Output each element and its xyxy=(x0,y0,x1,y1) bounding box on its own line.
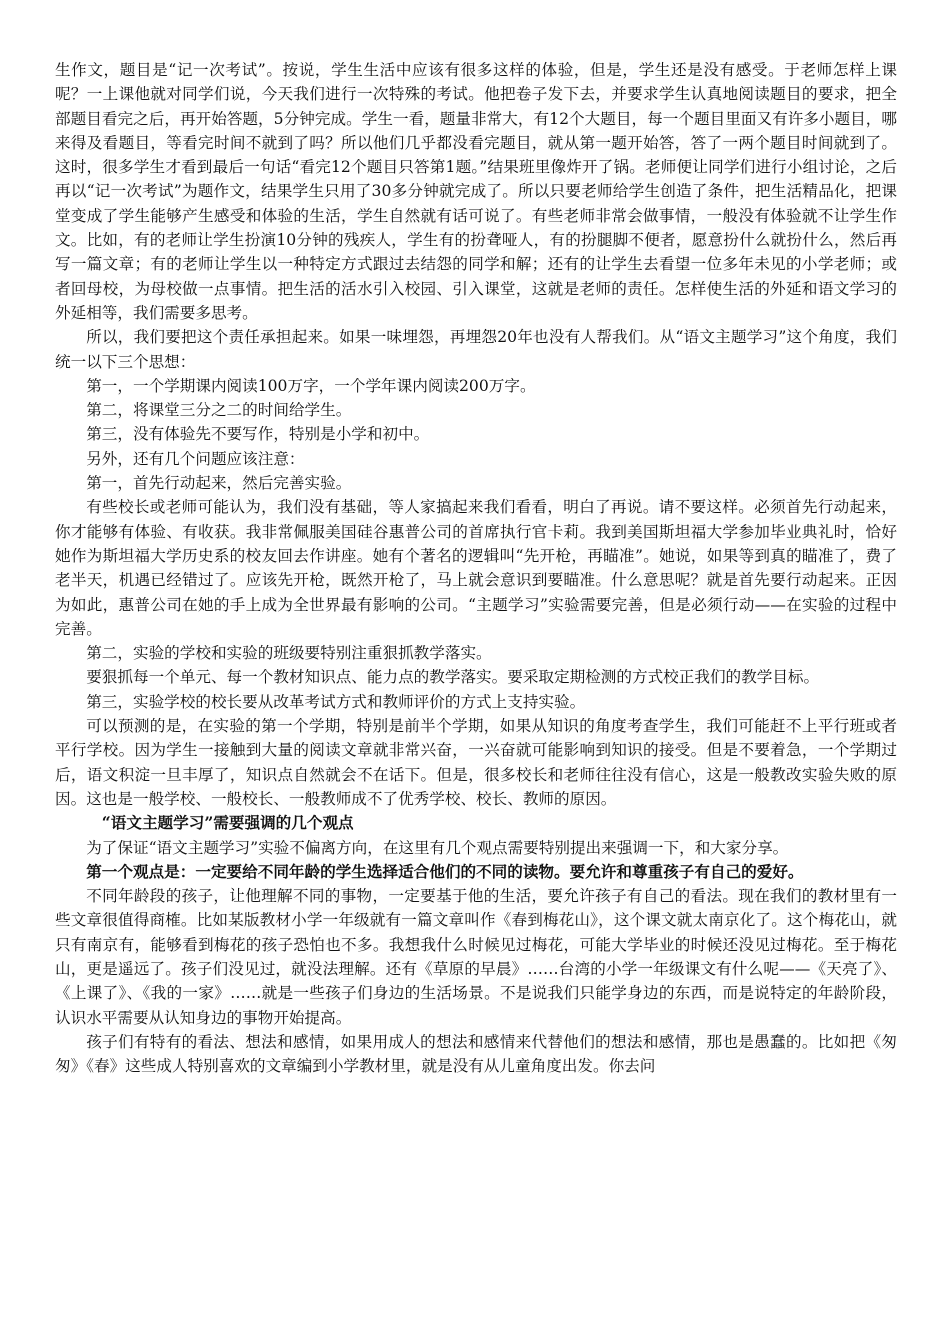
paragraph-8: 有些校长或老师可能认为，我们没有基础，等人家搞起来我们看看，明白了再说。请不要这样。必须首先行动起来，你才能够有体验、有收获。我非常佩服美国硅谷惠普公司的首席执行官卡莉。我到美国斯坦福大学参加毕业典礼时，恰好她作为斯坦福大学历史系的校友回去作讲座。她有个著名的逻辑叫“先开枪，再瞄准”。她说，如果等到真的瞄准了，费了老半天，机遇已经错过了。应该先开枪，既然开枪了，马上就会意识到要瞄准。什么意思呢？就是首先要行动起来。正因为如此，惠普公司在她的手上成为全世界最有影响的公司。“主题学习”实验需要完善，但是必须行动——在实验的过程中完善。 xyxy=(55,498,897,638)
paragraph-4: 第二，将课堂三分之二的时间给学生。 xyxy=(86,401,352,420)
paragraph-2: 所以，我们要把这个责任承担起来。如果一味埋怨，再埋怨20年也没有人帮我们。从“语文主题学习”这个角度，我们统一以下三个思想： xyxy=(55,328,897,371)
section-heading: “语文主题学习”需要强调的几个观点 xyxy=(101,813,354,833)
paragraph-9: 第二，实验的学校和实验的班级要特别注重狠抓教学落实。 xyxy=(86,644,492,663)
paragraph-11: 第三，实验学校的校长要从改革考试方式和教师评价的方式上支持实验。 xyxy=(86,692,586,711)
paragraph-3: 第一，一个学期课内阅读100万字，一个学年课内阅读200万字。 xyxy=(86,376,536,395)
paragraph-13: 为了保证“语文主题学习”实验不偏离方向，在这里有几个观点需要特别提出来强调一下，和大家分享。 xyxy=(86,838,789,857)
paragraph-15: 孩子们有特有的看法、想法和感情，如果用成人的想法和感情来代替他们的想法和感情，那也是愚蠢的。比如把《匆匆》《春》这些成人特别喜欢的文章编到小学教材里，就是没有从儿童角度出发。你去问 xyxy=(55,1032,897,1076)
bold-point-paragraph: 第一个观点是：一定要给不同年龄的学生选择适合他们的不同的读物。要允许和尊重孩子有自己的爱好。 xyxy=(86,861,804,881)
paragraph-12: 可以预测的是，在实验的第一个学期，特别是前半个学期，如果从知识的角度考查学生，我们可能赶不上平行班或者平行学校。因为学生一接触到大量的阅读文章就非常兴奋，一兴奋就可能影响到知识的接受。但是不要着急，一个学期过后，语文积淀一旦丰厚了，知识点自然就会不在话下。但是，很多校长和老师往往没有信心，这是一般教改实验失败的原因。这也是一般学校、一般校长、一般教师成不了优秀学校、校长、教师的原因。 xyxy=(55,717,897,808)
paragraph-7: 第一，首先行动起来，然后完善实验。 xyxy=(86,474,352,493)
paragraph-10: 要狠抓每一个单元、每一个教材知识点、能力点的教学落实。要采取定期检测的方式校正我们的教学目标。 xyxy=(86,668,820,687)
paragraph-14: 不同年龄段的孩子，让他理解不同的事物，一定要基于他的生活，要允许孩子有自己的看法。现在我们的教材里有一些文章很值得商榷。比如某版教材小学一年级就有一篇文章叫作《春到梅花山》，这个课文就太南京化了。这个梅花山，就只有南京有，能够看到梅花的孩子恐怕也不多。我想我什么时候见过梅花，可能大学毕业的时候还没见过梅花。至于梅花山，更是遥远了。孩子们没见过，就没法理解。还有《草原的早晨》……台湾的小学一年级课文有什么呢——《天亮了》、《上课了》、《我的一家》……就是一些孩子们身边的生活场景。不是说我们只能学身边的东西，而是说特定的年龄阶段，认识水平需要从认知身边的事物开始提高。 xyxy=(55,887,897,1027)
paragraph-6: 另外，还有几个问题应该注意： xyxy=(86,449,305,468)
paragraph-1: 生作文，题目是“记一次考试”。按说，学生生活中应该有很多这样的体验，但是，学生还是没有感受。于老师怎样上课呢？一上课他就对同学们说，今天我们进行一次特殊的考试。他把卷子发下去，并要求学生认真地阅读题目的要求，把全部题目看完之后，再开始答题，5分钟完成。学生一看，题量非常大，有12个大题目，每一个题目里面又有许多小题目，哪来得及看题目，等看完时间不就到了吗？所以他们几乎都没看完题目，就从第一题开始答，答了一两个题目时间就到了。这时，很多学生才看到最后一句话“看完12个题目只答第1题。”结果班里像炸开了锅。老师便让同学们进行小组讨论，之后再以“记一次考试”为题作文，结果学生只用了30多分钟就完成了。所以只要老师给学生创造了条件，把生活精品化，把课堂变成了学生能够产生感受和体验的生活，学生自然就有话可说了。有些老师非常会做事情，一般没有体验就不让学生作文。比如，有的老师让学生扮演10分钟的残疾人，学生有的扮聋哑人，有的扮腿脚不便者，愿意扮什么就扮什么，然后再写一篇文章；有的老师让学生以一种特定方式跟过去结怨的同学和解；还有的让学生去看望一位多年未见的小学老师；或者回母校，为母校做一点事情。把生活的活水引入校园、引入课堂，这就是老师的责任。怎样使生活的外延和语文学习的外延相等，我们需要多思考。 xyxy=(55,61,897,322)
paragraph-5: 第三，没有体验先不要写作，特别是小学和初中。 xyxy=(86,425,430,444)
